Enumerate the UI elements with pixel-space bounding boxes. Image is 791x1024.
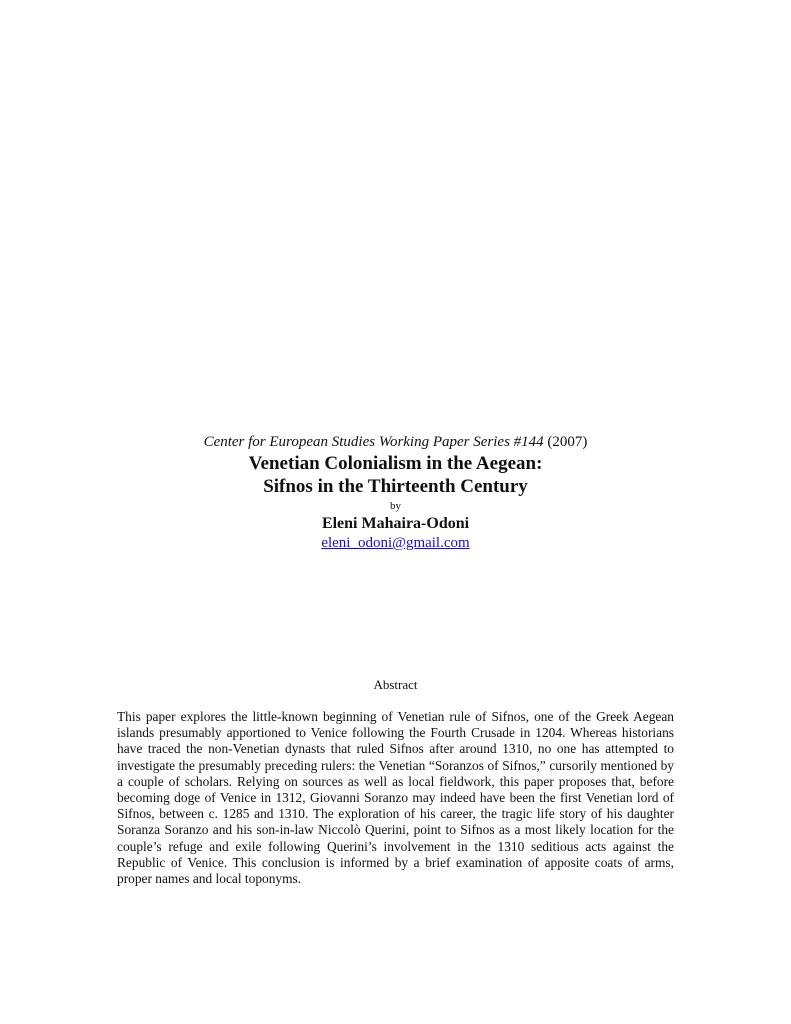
abstract-heading: Abstract [373,677,418,692]
by-label: by [390,500,401,512]
series-year: (2007) [547,434,588,450]
paper-title-line-1: Venetian Colonialism in the Aegean: [248,453,543,474]
series-name: Center for European Studies Working Paper Series #144 [203,434,544,450]
abstract-body: This paper explores the little-known beginning of Venetian rule of Sifnos, one of the Greek Aegean islands presumably apportioned to Venice following the Fourth Crusade in 1204. Whereas historians have traced the non-Venetian dynasts that ruled Sifnos after around 1310, no one has attempted to investigate the presumably preceding rulers: the Venetian “Soranzos of Sifnos,” cursorily mentioned by a couple of scholars. Relying on sources as well as local fieldwork, this paper proposes that, before becoming doge of Venice in 1312, Giovanni Soranzo may indeed have been the first Venetian lord of Sifnos, between c. 1285 and 1310. The exploration of his career, the tragic life story of his daughter Soranza Soranzo and his son-in-law Niccolò Querini, point to Sifnos as a most likely location for the couple’s refuge and exile following Querini’s involvement in the 1310 seditious acts against the Republic of Venice. This conclusion is informed by a brief examination of apposite coats of arms, proper names and local toponyms. [117,709,674,887]
title-block [0,432,791,552]
author-name: Eleni Mahaira-Odoni [321,515,470,532]
author-email-link[interactable]: eleni_odoni@gmail.com [321,535,470,551]
paper-title-line-2: Sifnos in the Thirteenth Century [263,476,528,497]
series-line [0,432,791,452]
author-email-line [0,534,791,552]
